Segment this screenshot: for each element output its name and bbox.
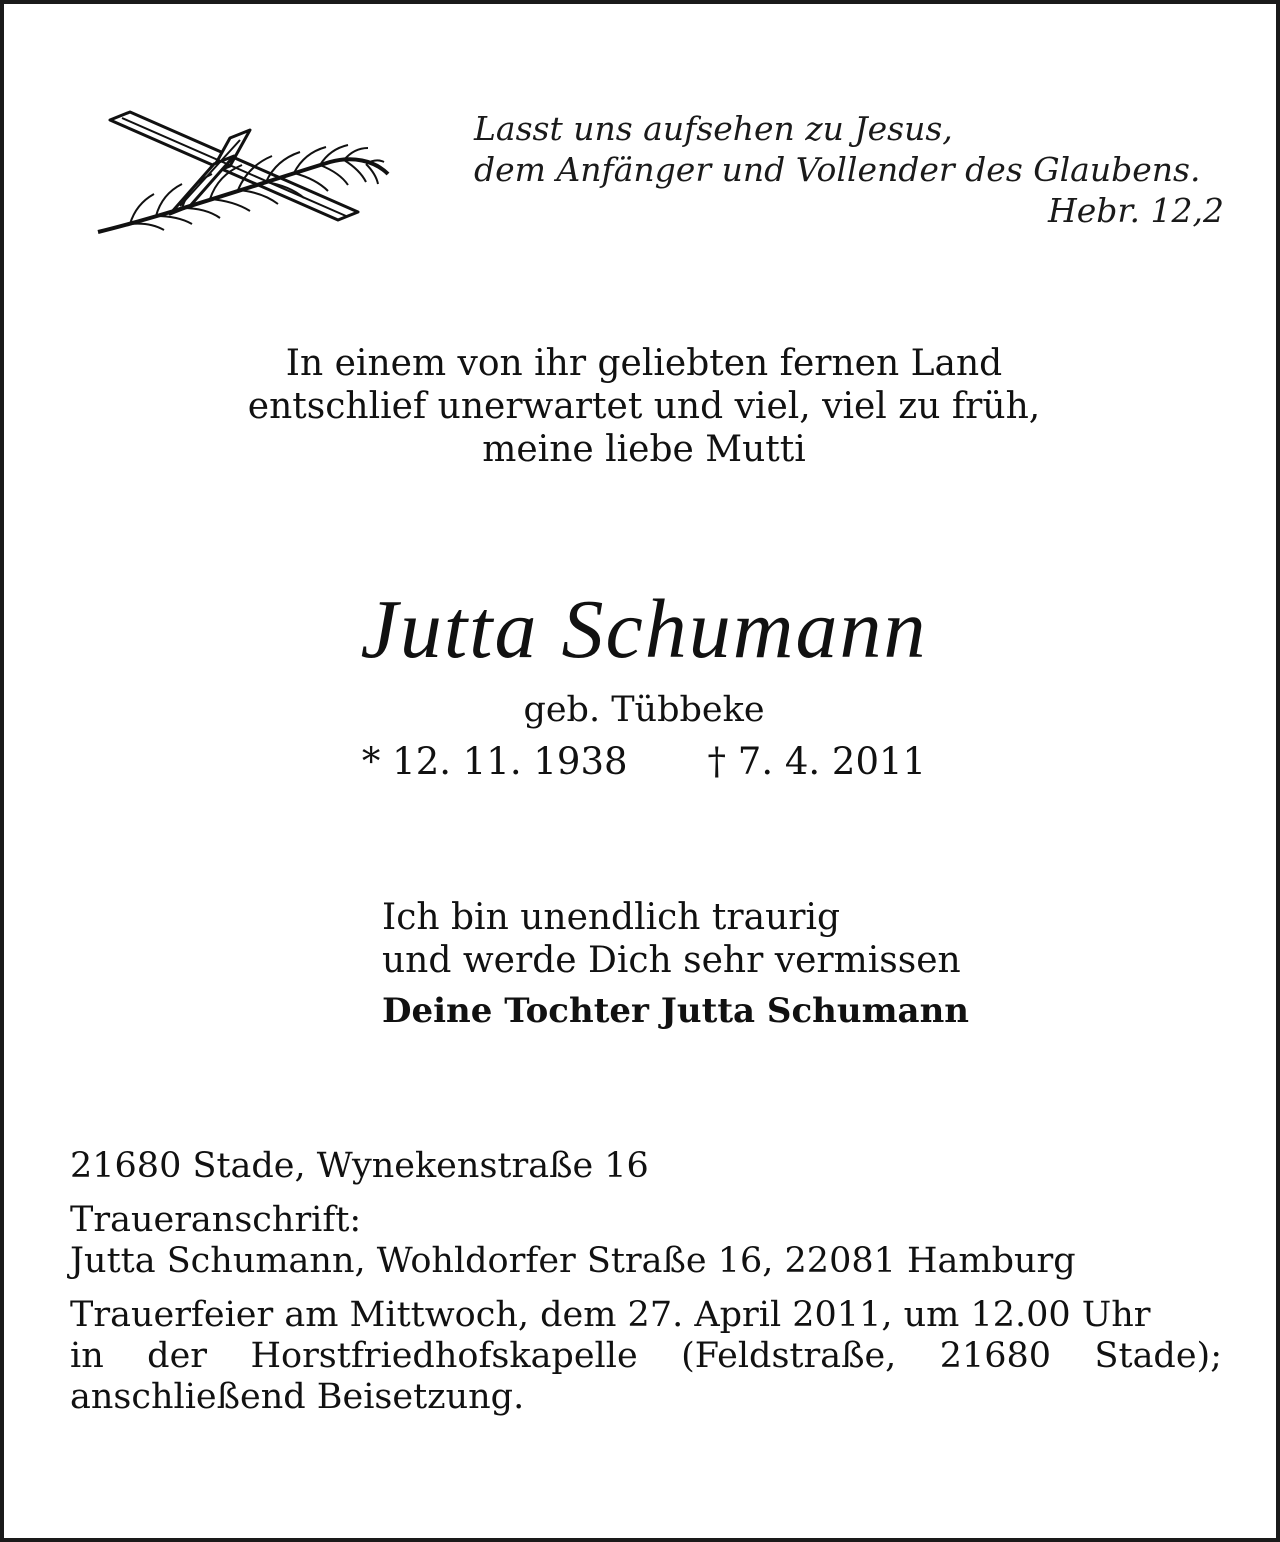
service-line-3: anschließend Beisetzung. [70,1377,525,1417]
intro-line-3: meine liebe Mutti [482,429,806,470]
farewell-line-2: und werde Dich sehr vermissen [382,940,961,981]
service-line-1: Trauerfeier am Mittwoch, dem 27. April 2011, um 12.00 Uhr [70,1295,1151,1335]
funeral-details [70,1146,1222,1431]
intro-line-2: entschlief unerwartet und viel, viel zu früh, [247,386,1041,427]
verse-line-2: dem Anfänger und Vollender des Glaubens. [474,150,1201,189]
deceased-name: Jutta Schumann [360,583,928,676]
service-line-2: in der Horstfriedhofskapelle (Feldstraße, 21680 Stade); [70,1336,1222,1376]
mourning-address-label: Traueranschrift: [70,1200,362,1240]
intro-line-1: In einem von ihr geliebten fernen Land [285,343,1003,384]
bible-verse [444,108,1224,231]
verse-reference: Hebr. 12,2 [1047,191,1224,230]
mourning-address: Jutta Schumann, Wohldorfer Straße 16, 22081 Hamburg [70,1241,1076,1281]
intro-text [4,342,1280,471]
farewell-message [382,896,1082,1033]
home-address: 21680 Stade, Wynekenstraße 16 [70,1146,649,1186]
verse-line-1: Lasst uns aufsehen zu Jesus, [474,109,953,148]
farewell-line-1: Ich bin unendlich traurig [382,897,841,938]
cross-with-palm-branch-icon [90,102,394,242]
life-dates [4,740,1280,784]
maiden-name: geb. Tübbeke [523,690,765,730]
birth-date: * 12. 11. 1938 [361,740,628,783]
death-date: † 7. 4. 2011 [707,740,927,783]
signature: Deine Tochter Jutta Schumann [382,991,970,1031]
